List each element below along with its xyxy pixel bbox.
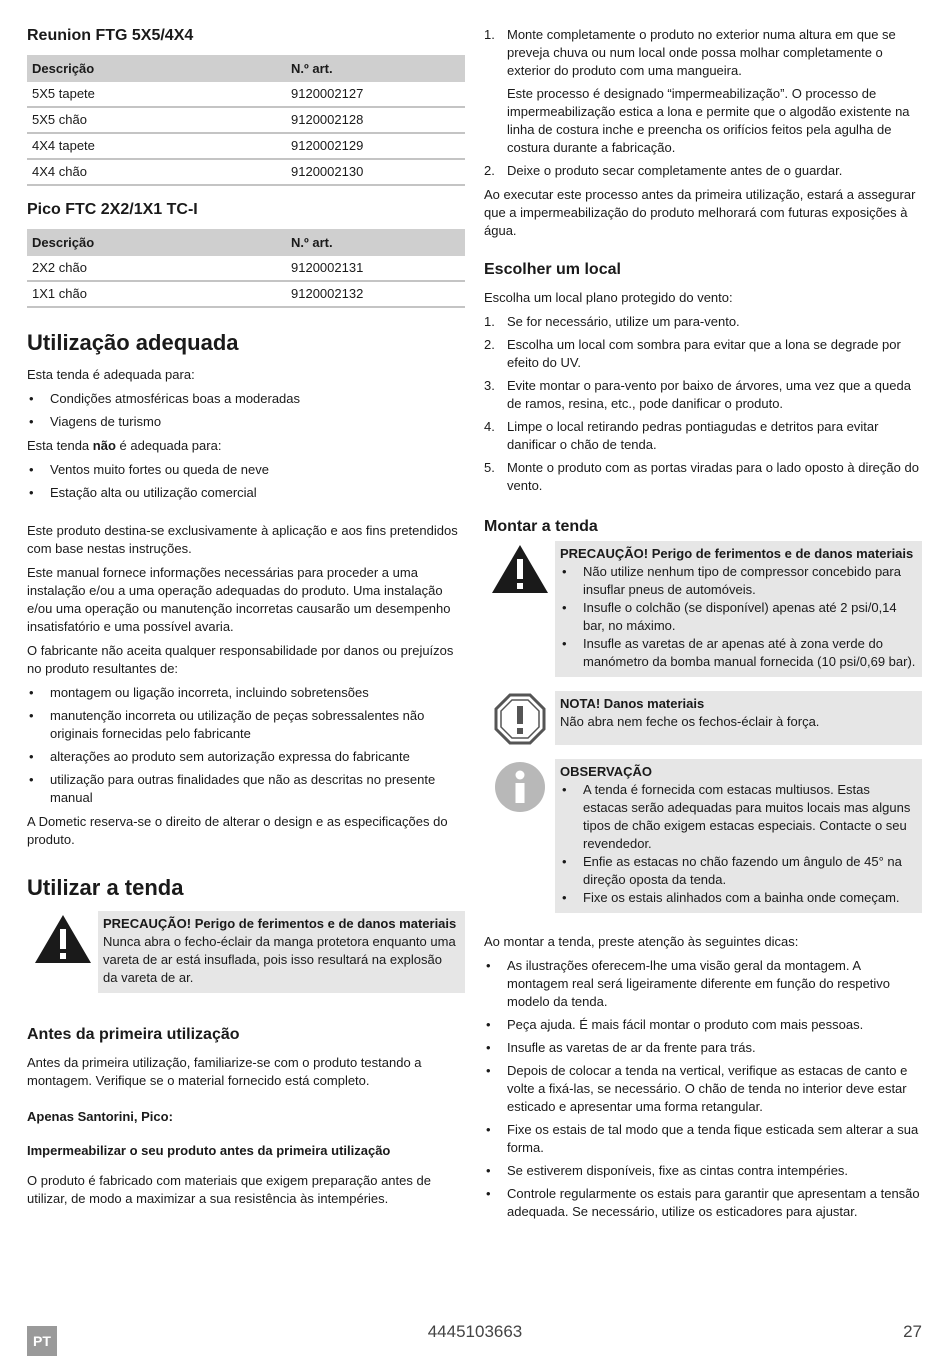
list-item: [484, 162, 922, 180]
step-text: Limpe o local retirando pedras pontiagudas e detritos para evitar danificar o chão de tenda.: [507, 419, 879, 452]
nota-title: NOTA! Danos materiais: [560, 696, 705, 711]
local-steps: [484, 313, 922, 495]
nota-box: [484, 691, 922, 745]
antes-paragraph: Antes da primeira utilização, familiarize-se com o produto testando a montagem. Verifique se o material fornecido está completo.: [27, 1055, 422, 1088]
antes-heading: Antes da primeira utilização: [27, 1026, 240, 1043]
table-cell: 9120002129: [286, 133, 465, 159]
list-item: • montagem ou ligação incorreta, incluindo sobretensões: [27, 684, 465, 702]
step-text: Escolha um local com sombra para evitar que a lona se degrade por efeito do UV.: [507, 337, 901, 370]
unsuitable-not: não: [92, 438, 116, 453]
col-header-art: N.º art.: [286, 229, 465, 256]
table-row: [27, 159, 465, 185]
caution-content: [98, 911, 465, 993]
local-intro: Escolha um local plano protegido do vento:: [484, 290, 733, 305]
table-cell: 9120002128: [286, 107, 465, 133]
list-item: • Fixe os estais de tal modo que a tenda fique esticada sem alterar a sua forma.: [484, 1121, 922, 1157]
list-item: • Fixe os estais alinhados com a bainha onde começam.: [560, 889, 916, 907]
local-heading: Escolher um local: [484, 261, 621, 278]
observacao-box: [484, 759, 922, 913]
table-cell: 4X4 chão: [27, 159, 286, 185]
warning-triangle-icon: [27, 911, 98, 993]
waterproof-steps: [484, 26, 922, 180]
document-number: 4445103663: [427, 1322, 523, 1341]
causes-list: [27, 684, 465, 807]
unsuitable-pre: Esta tenda: [27, 438, 93, 453]
language-badge: PT: [27, 1326, 57, 1356]
table-row: [27, 256, 465, 281]
step-number: 5.: [484, 460, 495, 475]
list-item: • Enfie as estacas no chão fazendo um ângulo de 45° na direção oposta da tenda.: [560, 853, 916, 889]
list-item: • Controle regularmente os estais para garantir que apresentam a tensão adequada. Se necessário, utilize os esticadores para ajustar.: [484, 1185, 922, 1221]
observacao-content: [555, 759, 922, 913]
step-number: 1.: [484, 314, 495, 329]
unsuitable-post: é adequada para:: [115, 438, 222, 453]
step-text: Monte o produto com as portas viradas para o lado oposto à direção do vento.: [507, 460, 919, 493]
tips-intro: Ao montar a tenda, preste atenção às seguintes dicas:: [484, 934, 799, 949]
caution-text: Nunca abra o fecho-éclair da manga protetora enquanto uma vareta de ar está insuflada, pois isso resultará na explosão da vareta de ar.: [103, 934, 456, 985]
notice-octagon-icon: [484, 691, 555, 745]
unsuitable-list: [27, 461, 465, 502]
unsuitable-intro: [27, 437, 465, 455]
step-text: Deixe o produto secar completamente antes de o guardar.: [507, 163, 843, 178]
table-cell: 9120002130: [286, 159, 465, 185]
table-cell: 9120002131: [286, 256, 465, 281]
nota-content: [555, 691, 922, 745]
list-item: • utilização para outras finalidades que não as descritas no presente manual: [27, 771, 465, 807]
step-number: 1.: [484, 27, 495, 42]
suitable-list: [27, 390, 465, 431]
reunion-title: Reunion FTG 5X5/4X4: [27, 27, 194, 44]
step-number: 4.: [484, 419, 495, 434]
list-item: • Não utilize nenhum tipo de compressor concebido para insuflar pneus de automóveis.: [560, 563, 916, 599]
col-header-desc: Descrição: [27, 229, 286, 256]
liability-paragraph: O fabricante não aceita qualquer responsabilidade por danos ou prejuízos no produto resultantes de:: [27, 643, 454, 676]
step-number: 2.: [484, 337, 495, 352]
list-item: • manutenção incorreta ou utilização de peças sobressalentes não originais fornecidas pelo fabricante: [27, 707, 465, 743]
step-extra: Este processo é designado “impermeabilização”. O processo de impermeabilização estica a lona e permite que o algodão existente na linha de costura inche e preencha os orifícios feitos pela agulha de costura durante a fabricação.: [507, 86, 910, 155]
col-header-art: N.º art.: [286, 55, 465, 82]
caution-title: PRECAUÇÃO! Perigo de ferimentos e de danos materiais: [560, 546, 914, 561]
utilizacao-heading: Utilização adequada: [27, 330, 239, 355]
list-item: • Condições atmosféricas boas a moderadas: [27, 390, 465, 408]
list-item: • Estação alta ou utilização comercial: [27, 484, 465, 502]
table-cell: 9120002132: [286, 281, 465, 307]
table-cell: 9120002127: [286, 82, 465, 107]
info-circle-icon: [484, 759, 555, 913]
list-item: • A tenda é fornecida com estacas multiusos. Estas estacas serão adequadas para muitos locais mas alguns tipos de chão exigem estacas especiais. Contacte o seu revendedor.: [560, 781, 916, 853]
caution-list: [560, 563, 916, 671]
list-item: [484, 377, 922, 413]
list-item: • Viagens de turismo: [27, 413, 465, 431]
utilizar-heading: Utilizar a tenda: [27, 875, 184, 900]
list-item: [484, 336, 922, 372]
nota-text: Não abra nem feche os fechos-éclair à força.: [560, 714, 820, 729]
reunion-table: [27, 55, 465, 186]
purpose-paragraph: Este produto destina-se exclusivamente à aplicação e aos fins pretendidos com base nestas instruções.: [27, 523, 458, 556]
list-item: [484, 418, 922, 454]
step-text: Monte completamente o produto no exterior numa altura em que se preveja chuva ou num local onde possa molhar completamente o exterior do produto com uma mangueira.: [507, 27, 896, 78]
table-row: [27, 281, 465, 307]
observacao-list: [560, 781, 916, 907]
table-header-row: [27, 229, 465, 256]
list-item: • Insufle as varetas de ar da frente para trás.: [484, 1039, 922, 1057]
step-number: 2.: [484, 163, 495, 178]
list-item: [484, 459, 922, 495]
list-item: • Se estiverem disponíveis, fixe as cintas contra intempéries.: [484, 1162, 922, 1180]
right-column: [484, 26, 922, 1227]
list-item: • alterações ao produto sem autorização expressa do fabricante: [27, 748, 465, 766]
montar-caution-box: [484, 541, 922, 677]
page-number: 27: [903, 1322, 922, 1341]
tips-list: [484, 957, 922, 1221]
list-item: • Insufle as varetas de ar apenas até à zona verde do manómetro da bomba manual fornecida (10 psi/0,69 bar).: [560, 635, 916, 671]
suitable-intro: Esta tenda é adequada para:: [27, 367, 195, 382]
step-text: Evite montar o para-vento por baixo de árvores, uma vez que a queda de ramos, resina, etc., pode danificar o produto.: [507, 378, 911, 411]
list-item: • Depois de colocar a tenda na vertical, verifique as estacas de canto e volte a fixá-las, se necessário. O chão de tenda no interior deve estar esticado e apresentar uma forma retangular.: [484, 1062, 922, 1116]
caution-content: [555, 541, 922, 677]
table-row: [27, 133, 465, 159]
table-row: [27, 107, 465, 133]
montar-heading: Montar a tenda: [484, 518, 598, 535]
step-number: 3.: [484, 378, 495, 393]
pico-table: [27, 229, 465, 308]
table-row: [27, 82, 465, 107]
impermeabilizar-paragraph: O produto é fabricado com materiais que exigem preparação antes de utilizar, de modo a maximizar a sua resistência às intempéries.: [27, 1173, 431, 1206]
warning-triangle-icon: [484, 541, 555, 677]
step-text: Se for necessário, utilize um para-vento.: [507, 314, 740, 329]
table-cell: 5X5 tapete: [27, 82, 286, 107]
left-column: [27, 26, 465, 1214]
table-cell: 5X5 chão: [27, 107, 286, 133]
list-item: • Peça ajuda. É mais fácil montar o produto com mais pessoas.: [484, 1016, 922, 1034]
manual-paragraph: Este manual fornece informações necessárias para proceder a uma instalação e/ou a uma operação adequadas do produto. Uma instalação e/ou uma operação ou manutenção incorretas causarão um desempenho insatisfatório e uma possível avaria.: [27, 565, 451, 634]
pico-title: Pico FTC 2X2/1X1 TC-I: [27, 201, 198, 218]
list-item: [484, 26, 922, 157]
list-item: • Insufle o colchão (se disponível) apenas até 2 psi/0,14 bar, no máximo.: [560, 599, 916, 635]
rights-paragraph: A Dometic reserva-se o direito de alterar o design e as especificações do produto.: [27, 814, 448, 847]
list-item: [484, 313, 922, 331]
table-cell: 4X4 tapete: [27, 133, 286, 159]
list-item: • As ilustrações oferecem-lhe uma visão geral da montagem. A montagem real será ligeiramente diferente em função do respetivo modelo da tenda.: [484, 957, 922, 1011]
table-cell: 1X1 chão: [27, 281, 286, 307]
list-item: • Ventos muito fortes ou queda de neve: [27, 461, 465, 479]
impermeabilizar-subheading: Impermeabilizar o seu produto antes da primeira utilização: [27, 1143, 391, 1158]
caution-box: [27, 911, 465, 993]
table-header-row: [27, 55, 465, 82]
col-header-desc: Descrição: [27, 55, 286, 82]
caution-title: PRECAUÇÃO! Perigo de ferimentos e de danos materiais: [103, 916, 457, 931]
observacao-title: OBSERVAÇÃO: [560, 764, 652, 779]
table-cell: 2X2 chão: [27, 256, 286, 281]
after-steps-paragraph: Ao executar este processo antes da primeira utilização, estará a assegurar que a impermeabilização do produto melhorará com futuras exposições à água.: [484, 187, 916, 238]
santorini-subheading: Apenas Santorini, Pico:: [27, 1109, 173, 1124]
